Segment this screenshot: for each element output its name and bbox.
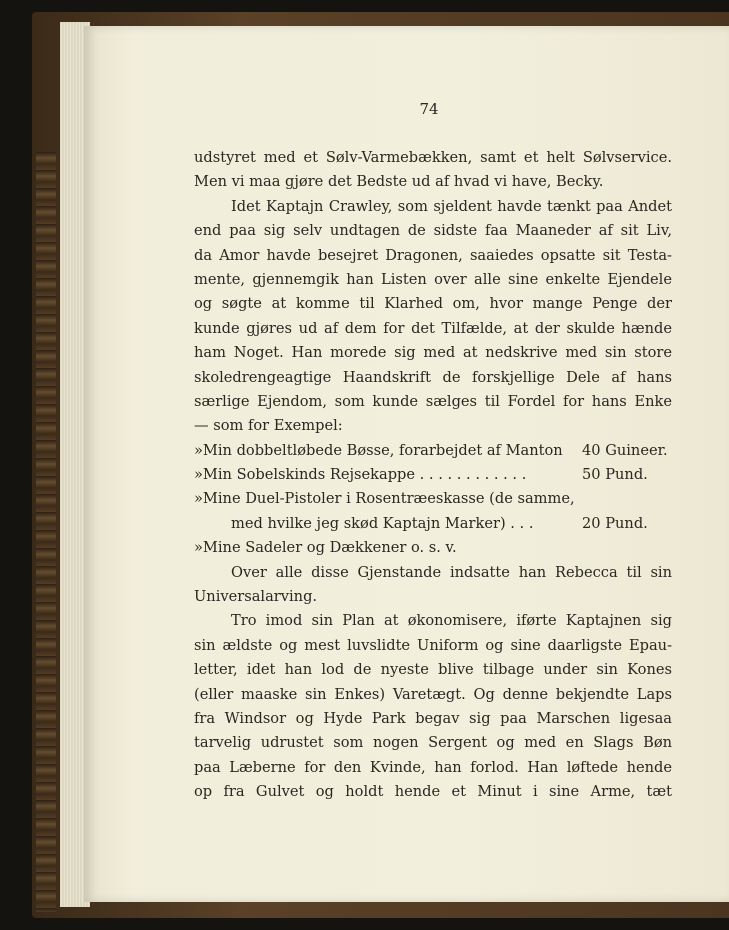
page-number: 74 [419, 100, 439, 118]
paragraph-block-before [194, 146, 672, 439]
text-line: Over alle disse Gjenstande indsatte han Rebecca til sin [231, 563, 672, 581]
list-item-label: med hvilke jeg skød Kaptajn Marker) . . . [231, 514, 534, 532]
list-item-label: »Mine Sadeler og Dækkener o. s. v. [194, 539, 457, 557]
text-line: skoledrengeagtige Haandskrift de forskjellige Dele af hans [194, 368, 672, 386]
text-line: kunde gjøres ud af dem for det Tilfælde, at der skulde hænde [194, 319, 672, 337]
paragraph-block-after [194, 561, 672, 805]
list-item-value: 20 Pund. [582, 514, 648, 532]
text-line: da Amor havde besejret Dragonen, saaiedes opsatte sit Testa- [194, 246, 672, 264]
text-line: sin ældste og mest luvslidte Uniform og sine daarligste Epau- [194, 636, 672, 654]
list-item [194, 536, 672, 560]
text-line: særlige Ejendom, som kunde sælges til Fordel for hans Enke [194, 392, 672, 410]
list-item-value: 40 Guineer. [582, 441, 668, 459]
text-line: fra Windsor og Hyde Park begav sig paa Marschen ligesaa [194, 709, 672, 727]
list-item [194, 439, 672, 463]
list-item-label: »Min dobbeltløbede Bøsse, forarbejdet af Manton [194, 441, 563, 459]
text-line: Men vi maa gjøre det Bedste ud af hvad vi have, Becky. [194, 173, 604, 191]
marbled-edge [36, 152, 56, 912]
text-line: Universalarving. [194, 588, 318, 606]
list-item-value: 50 Pund. [582, 466, 648, 484]
list-item [194, 512, 672, 536]
text-line: (eller maaske sin Enkes) Varetægt. Og denne bekjendte Laps [194, 685, 672, 703]
text-line: udstyret med et Sølv-Varmebækken, samt et helt Sølvservice. [194, 149, 672, 166]
text-line: mente, gjennemgik han Listen over alle sine enkelte Ejendele [194, 270, 672, 288]
list-item-label: »Min Sobelskinds Rejsekappe . . . . . . . . . . . . [194, 466, 527, 484]
list-item-label: »Mine Duel-Pistoler i Rosentræeskasse (de samme, [194, 490, 575, 508]
list-item [194, 463, 672, 487]
text-line: tarvelig udrustet som nogen Sergent og med en Slags Bøn [194, 734, 672, 752]
text-line: end paa sig selv undtagen de sidste faa Maaneder af sit Liv, [194, 222, 672, 240]
text-line: op fra Gulvet og holdt hende et Minut i sine Arme, tæt [194, 783, 672, 801]
page-text [194, 146, 672, 805]
inventory-list [194, 439, 672, 561]
text-line: paa Læberne for den Kvinde, han forlod. Han løftede hende [194, 758, 672, 776]
list-item [194, 487, 672, 511]
text-line: Idet Kaptajn Crawley, som sjeldent havde tænkt paa Andet [231, 197, 672, 215]
text-line: letter, idet han lod de nyeste blive tilbage under sin Kones [194, 661, 672, 679]
text-line: Tro imod sin Plan at økonomisere, iførte Kaptajnen sig [231, 612, 672, 630]
text-line: — som for Exempel: [194, 417, 343, 435]
text-line: og søgte at komme til Klarhed om, hvor mange Penge der [194, 295, 672, 313]
text-line: ham Noget. Han morede sig med at nedskrive med sin store [194, 344, 672, 362]
